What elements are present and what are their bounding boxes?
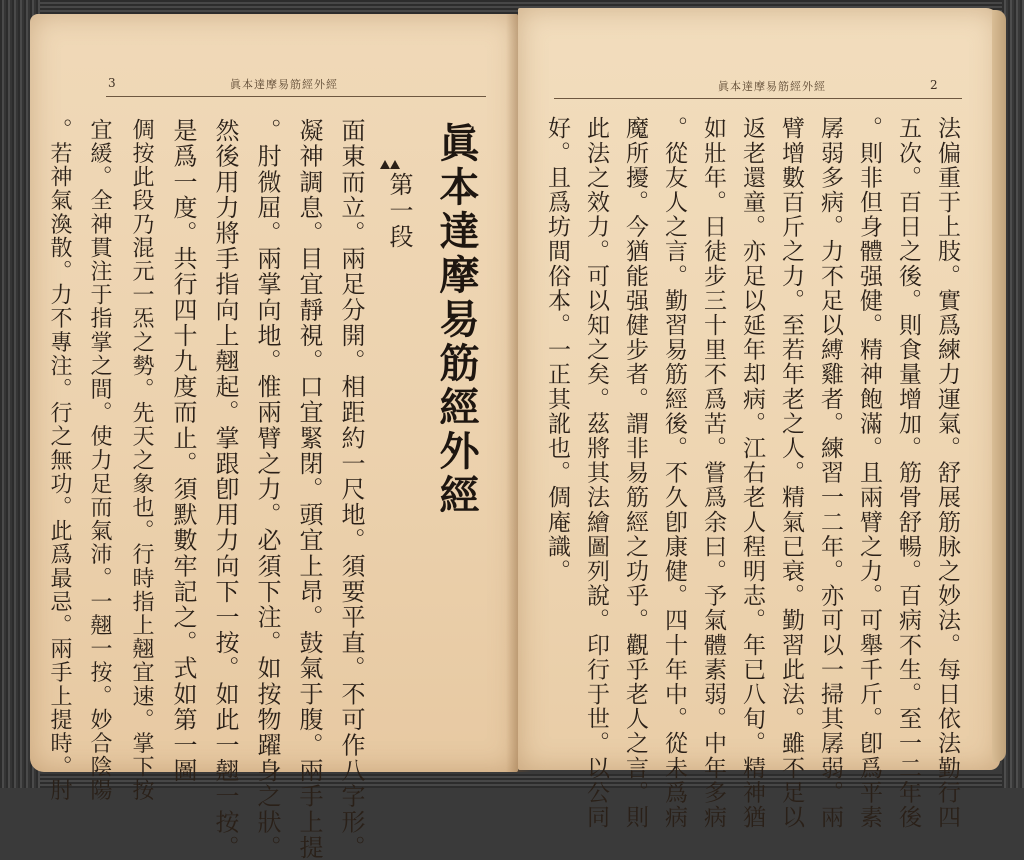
- text-column: 。肘微屈。兩掌向地。惟兩臂之力。必須下注。如按物躍身之狀。: [253, 118, 281, 860]
- text-column: 好。且爲坊間俗本。一正其訛也。倜庵識。: [544, 116, 570, 584]
- left-page-number: 3: [108, 76, 116, 90]
- page-curl-edge: [992, 10, 1006, 762]
- text-column: 。若神氣渙散。力不專注。行之無功。此爲最忌。兩手上提時。肘: [47, 118, 72, 803]
- book-title: 眞本達摩易筋經外經: [433, 122, 480, 518]
- left-page-header: 眞本達摩易筋經外經: [230, 78, 338, 91]
- text-column: 然後用力將手指向上翹起。掌跟卽用力向下一按。如此一翹一按。: [211, 118, 239, 860]
- text-column: 魔所擾。今猶能强健步者。謂非易筋經之功乎。觀乎老人之言。則: [622, 116, 648, 830]
- text-column: 如壯年。日徒步三十里不爲苦。嘗爲余曰。予氣體素弱。中年多病: [700, 116, 726, 830]
- left-page: [30, 14, 518, 860]
- section-heading: 第一段: [385, 172, 413, 250]
- text-column: 面東而立。兩足分開。相距約一尺地。須要平直。不可作八字形。: [337, 118, 365, 860]
- right-page: [518, 8, 1000, 830]
- text-column: 孱弱多病。力不足以縛雞者。練習一二年。亦可以一掃其孱弱。兩: [817, 116, 843, 830]
- text-column: 倜按此段乃混元一炁之勢。先天之象也。行時指上翹宜速。掌下按: [129, 118, 154, 803]
- text-column: 。則非但身體强健。精神飽滿。且兩臂之力。可舉千斤。卽爲平素: [856, 116, 882, 830]
- text-column: 凝神調息。目宜靜視。口宜緊閉。頭宜上昂。鼓氣于腹。兩手上提: [295, 118, 323, 860]
- text-column: 五次。百日之後。則食量增加。筋骨舒暢。百病不生。至一二年後: [895, 116, 921, 830]
- text-column: 是爲一度。共行四十九度而止。須默數牢記之。式如第一圖: [169, 118, 197, 784]
- right-page-number: 2: [930, 78, 938, 92]
- text-column: 。從友人之言。勤習易筋經後。不久卽康健。四十年中。從未爲病: [661, 116, 687, 830]
- right-page-header: 眞本達摩易筋經外經: [718, 80, 826, 93]
- text-column: 返老還童。亦足以延年却病。江右老人程明志。年已八旬。精神猶: [739, 116, 765, 830]
- text-column: 臂增數百斤之力。至若年老之人。精氣已衰。勤習此法。雖不足以: [778, 116, 804, 830]
- right-header-rule: [554, 98, 962, 99]
- text-column: 此法之效力。可以知之矣。茲將其法繪圖列說。印行于世。以公同: [583, 116, 609, 830]
- text-column: 法偏重于上肢。實爲練力運氣。舒展筋脉之妙法。每日依法勤行四: [934, 116, 960, 830]
- text-column: 宜緩。全神貫注于指掌之間。使力足而氣沛。一翹一按。妙合陰陽: [87, 118, 112, 803]
- left-header-rule: [106, 96, 486, 97]
- section-marker-icon: [380, 160, 390, 169]
- section-marker-icon: [390, 160, 400, 169]
